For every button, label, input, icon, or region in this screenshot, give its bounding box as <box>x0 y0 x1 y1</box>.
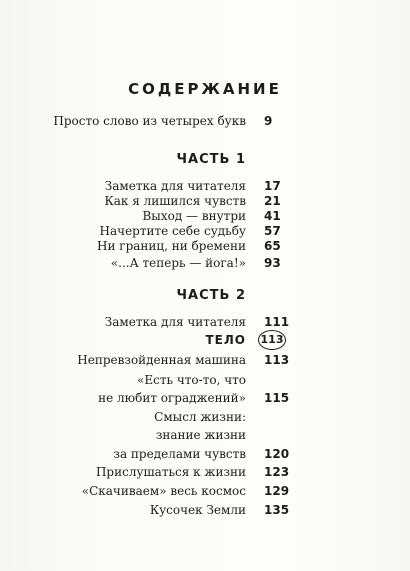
toc-entry-label: Как я лишился чувств <box>104 194 246 208</box>
toc-entry-page: 21 <box>264 194 281 208</box>
toc-entry-label: Выход — внутри <box>142 209 246 223</box>
toc-entry-page: 9 <box>264 114 273 128</box>
circled-page-number: 113 <box>258 330 286 350</box>
toc-entry-label: не любит ограджений» <box>98 391 246 405</box>
part-2-heading: ЧАСТЬ 2 <box>176 288 246 303</box>
toc-entry-label: за пределами чувств <box>113 447 246 461</box>
toc-entry-page: 17 <box>264 179 281 193</box>
toc-entry-label: «Скачиваем» весь космос <box>81 484 246 498</box>
toc-entry-page: 41 <box>264 209 281 223</box>
toc-entry-label: Заметка для читателя <box>104 179 246 193</box>
toc-entry-label: Прислушаться к жизни <box>95 465 246 479</box>
toc-entry-label: Просто слово из четырех букв <box>53 114 246 128</box>
toc-entry-label: знание жизни <box>155 428 246 442</box>
toc-entry-label: Начертите себе судьбу <box>99 224 246 238</box>
section-heading: ТЕЛО <box>205 333 246 347</box>
toc-entry-page: 115 <box>264 391 290 405</box>
toc-entry-page: 57 <box>264 224 281 238</box>
toc-entry-page: 123 <box>264 465 290 479</box>
toc-entry-page: 135 <box>264 503 290 517</box>
toc-title: СОДЕРЖАНИЕ <box>128 80 282 98</box>
toc-entry-page: 120 <box>264 447 290 461</box>
toc-entry-label: Смысл жизни: <box>154 410 246 424</box>
toc-entry-label: Ни границ, ни бремени <box>97 239 246 253</box>
toc-entry-label: Непревзойденная машина <box>77 353 246 367</box>
toc-entry-label: Заметка для читателя <box>104 315 246 329</box>
toc-entry-page: 113 <box>264 353 290 367</box>
toc-entry-page: 111 <box>264 315 290 329</box>
toc-entry-page: 93 <box>264 256 281 270</box>
toc-entry-label: «Есть что-то, что <box>137 373 246 387</box>
toc-entry-page: 129 <box>264 484 290 498</box>
toc-entry-label: «...А теперь — йога!» <box>110 256 246 270</box>
part-1-heading: ЧАСТЬ 1 <box>176 152 246 167</box>
toc-entry-label: Кусочек Земли <box>149 503 246 517</box>
toc-entry-page: 65 <box>264 239 281 253</box>
